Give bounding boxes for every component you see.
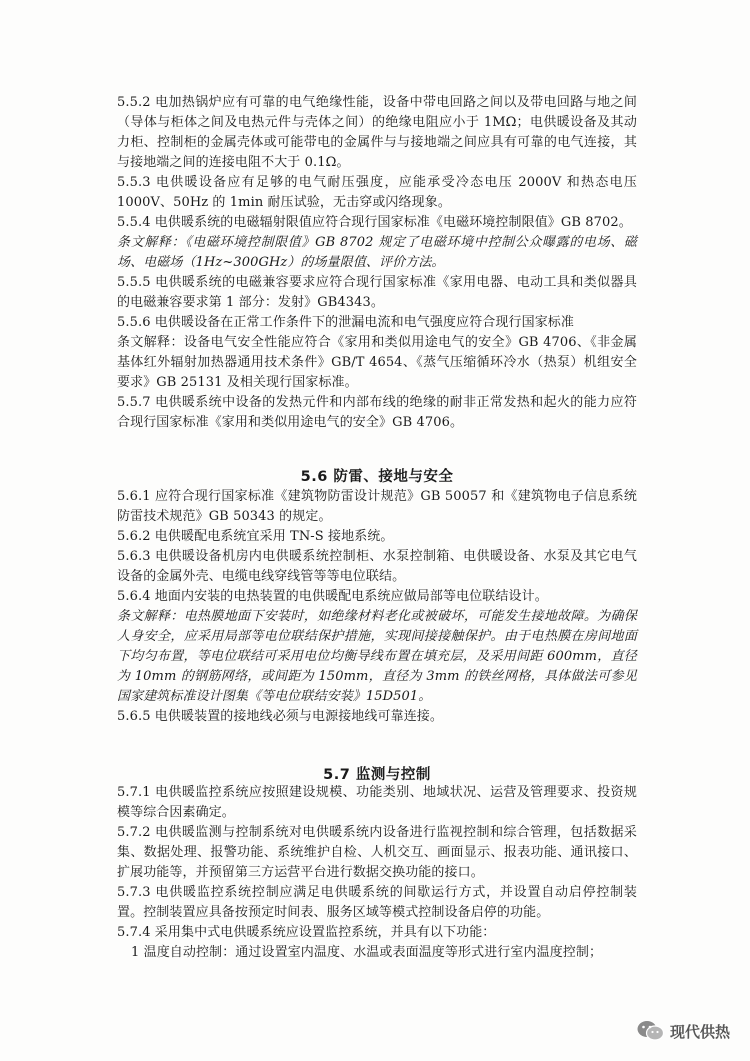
clause-5-6-3: 5.6.3 电供暖设备机房内电供暖系统控制柜、水泵控制箱、电供暖设备、水泵及其它电气设备的金属外壳、电缆电线穿线管等等电位联结。 xyxy=(117,549,637,584)
clause-5-6-2: 5.6.2 电供暖配电系统宜采用 TN-S 接地系统。 xyxy=(117,529,394,544)
watermark xyxy=(636,1019,730,1043)
clause-5-5-3: 5.5.3 电供暖设备应有足够的电气耐压强度，应能承受冷态电压 2000V 和热态电压 1000V、50Hz 的 1min 耐压试验，无击穿或闪络现象。 xyxy=(117,175,637,210)
clause-5-6-4: 5.6.4 地面内安装的电热装置的电供暖配电系统应做局部等电位联结设计。 xyxy=(117,589,548,604)
clause-5-7-4-item-1: 1 温度自动控制：通过设置室内温度、水温或表面温度等形式进行室内温度控制； xyxy=(131,945,603,960)
clause-5-6-4-explanation: 条文解释：电热膜地面下安装时，如绝缘材料老化或被破坏，可能发生接地故障。为确保人身安全，应采用局部等电位联结保护措施，实现间接接触保护。由于电热膜在房间地面下均匀布置，等电位联结可采用电位均衡导线布置在填充层，及采用间距 600mm，直径为 10mm 的钢筋网络，或间距为 150mm，直径为 3mm 的铁丝网格，具体做法可参见国家建筑标准设计图集《等电位联结安装》15D501。 xyxy=(117,609,637,704)
section-5-6-heading: 5.6 防雷、接地与安全 xyxy=(300,469,454,485)
clause-5-7-3: 5.7.3 电供暖监控系统控制应满足电供暖系统的间歇运行方式，并设置自动启停控制装置。控制装置应具备按预定时间表、服务区域等模式控制设备启停的功能。 xyxy=(117,885,637,920)
clause-5-5-2: 5.5.2 电加热锅炉应有可靠的电气绝缘性能，设备中带电回路之间以及带电回路与地之间（导体与柜体之间及电热元件与壳体之间）的绝缘电阻应小于 1MΩ；电供暖设备及其动力柜、控制柜的金属壳体或可能带电的金属件与与接地端之间应具有可靠的电气连接，其与接地端之间的连接电阻不大于 0.1Ω。 xyxy=(117,95,637,170)
clause-5-7-4: 5.7.4 采用集中式电供暖系统应设置监控系统，并具有以下功能： xyxy=(117,925,496,940)
clause-5-6-5: 5.6.5 电供暖装置的接地线必须与电源接地线可靠连接。 xyxy=(117,709,444,724)
clause-5-5-7: 5.5.7 电供暖系统中设备的发热元件和内部布线的绝缘的耐非正常发热和起火的能力应符合现行国家标准《家用和类似用途电气的安全》GB 4706。 xyxy=(117,395,637,430)
section-5-7-heading: 5.7 监测与控制 xyxy=(323,767,431,783)
clause-5-6-1: 5.6.1 应符合现行国家标准《建筑物防雷设计规范》GB 50057 和《建筑物电子信息系统防雷技术规范》GB 50343 的规定。 xyxy=(117,489,637,524)
clause-5-7-2: 5.7.2 电供暖监测与控制系统对电供暖系统内设备进行监视控制和综合管理，包括数据采集、数据处理、报警功能、系统维护自检、人机交互、画面显示、报表功能、通讯接口、扩展功能等，并预留第三方运营平台进行数据交换功能的接口。 xyxy=(117,825,637,880)
clause-5-7-1: 5.7.1 电供暖监控系统应按照建设规模、功能类别、地域状况、运营及管理要求、投资规模等综合因素确定。 xyxy=(117,785,637,820)
clause-5-5-4: 5.5.4 电供暖系统的电磁辐射限值应符合现行国家标准《电磁环境控制限值》GB 8702。 xyxy=(117,215,632,230)
watermark-text: 现代供热 xyxy=(669,1022,730,1041)
clause-5-5-6-explanation: 条文解释：设备电气安全性能应符合《家用和类似用途电气的安全》GB 4706、《非金属基体红外辐射加热器通用技术条件》GB/T 4654、《蒸气压缩循环冷水（热泵）机组安全要求》GB 25131 及相关现行国家标准。 xyxy=(117,335,637,390)
section-5-7-body xyxy=(117,783,637,963)
clause-5-5-6: 5.5.6 电供暖设备在正常工作条件下的泄漏电流和电气强度应符合现行国家标准 xyxy=(117,315,575,330)
section-5-6-body xyxy=(117,487,637,727)
clause-5-5-4-explanation: 条文解释：《电磁环境控制限值》GB 8702 规定了电磁环境中控制公众曝露的电场、磁场、电磁场（1Hz~300GHz）的场量限值、评价方法。 xyxy=(117,235,637,270)
wechat-icon xyxy=(636,1019,666,1043)
clause-5-5-5: 5.5.5 电供暖系统的电磁兼容要求应符合现行国家标准《家用电器、电动工具和类似器具的电磁兼容要求第 1 部分：发射》GB4343。 xyxy=(117,275,637,310)
section-5-5-body xyxy=(117,93,637,433)
